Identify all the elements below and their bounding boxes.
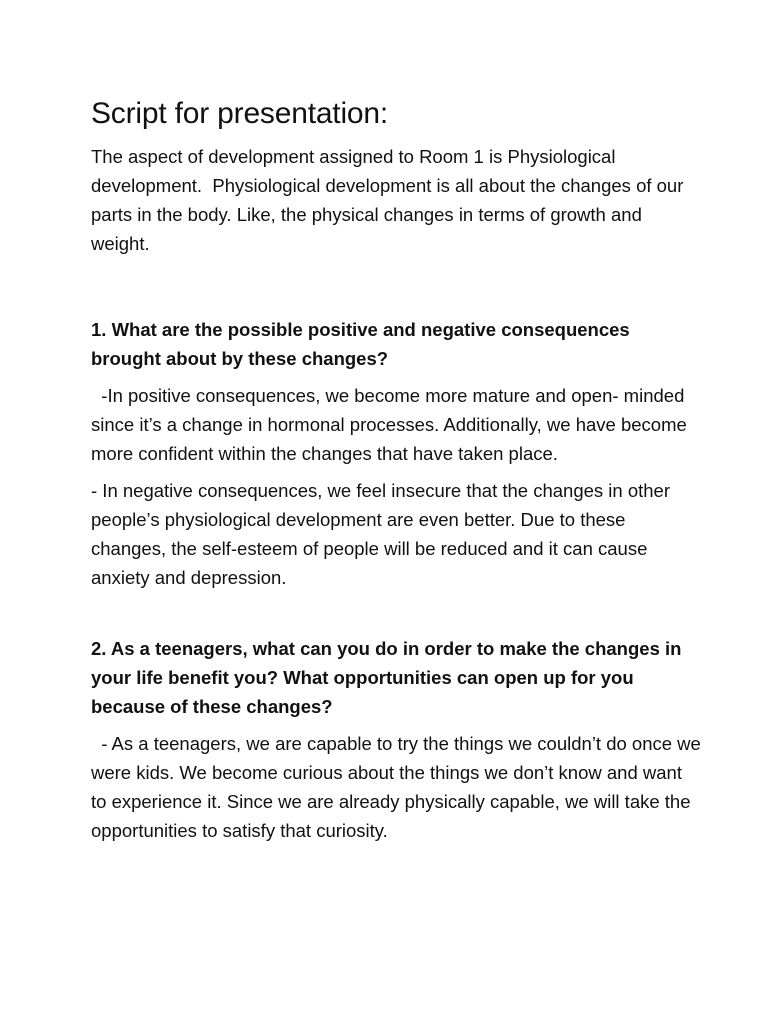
question-heading-2: 2. As a teenagers, what can you do in order to make the changes in your life benefit you? What opportunities can open up for you because of these changes? — [91, 638, 682, 717]
intro-paragraph: The aspect of development assigned to Room 1 is Physiological development. Physiological development is all about the changes of our parts in the body. Like, the physical changes in terms of growth and weight. — [91, 146, 689, 254]
question-section-1 — [91, 315, 701, 592]
spacer — [91, 258, 701, 315]
question-section-2 — [91, 634, 706, 845]
answer-paragraph-1-positive: -In positive consequences, we become more mature and open- minded since it’s a change in hormonal processes. Additionally, we have become more confident within the changes that have taken place. — [91, 385, 692, 464]
document-page — [91, 94, 706, 845]
document-title: Script for presentation: — [91, 97, 389, 130]
question-heading-1: 1. What are the possible positive and negative consequences brought about by these changes? — [91, 319, 630, 369]
answer-paragraph-2: - As a teenagers, we are capable to try the things we couldn’t do once we were kids. We become curious about the things we don’t know and want to experience it. Since we are already physically capable, we will take the opportunities to satisfy that curiosity. — [91, 733, 706, 841]
spacer — [91, 592, 701, 634]
answer-paragraph-1-negative: - In negative consequences, we feel insecure that the changes in other people’s physiological development are even better. Due to these changes, the self-esteem of people will be reduced and it can cause anxiety and depression. — [91, 480, 676, 588]
